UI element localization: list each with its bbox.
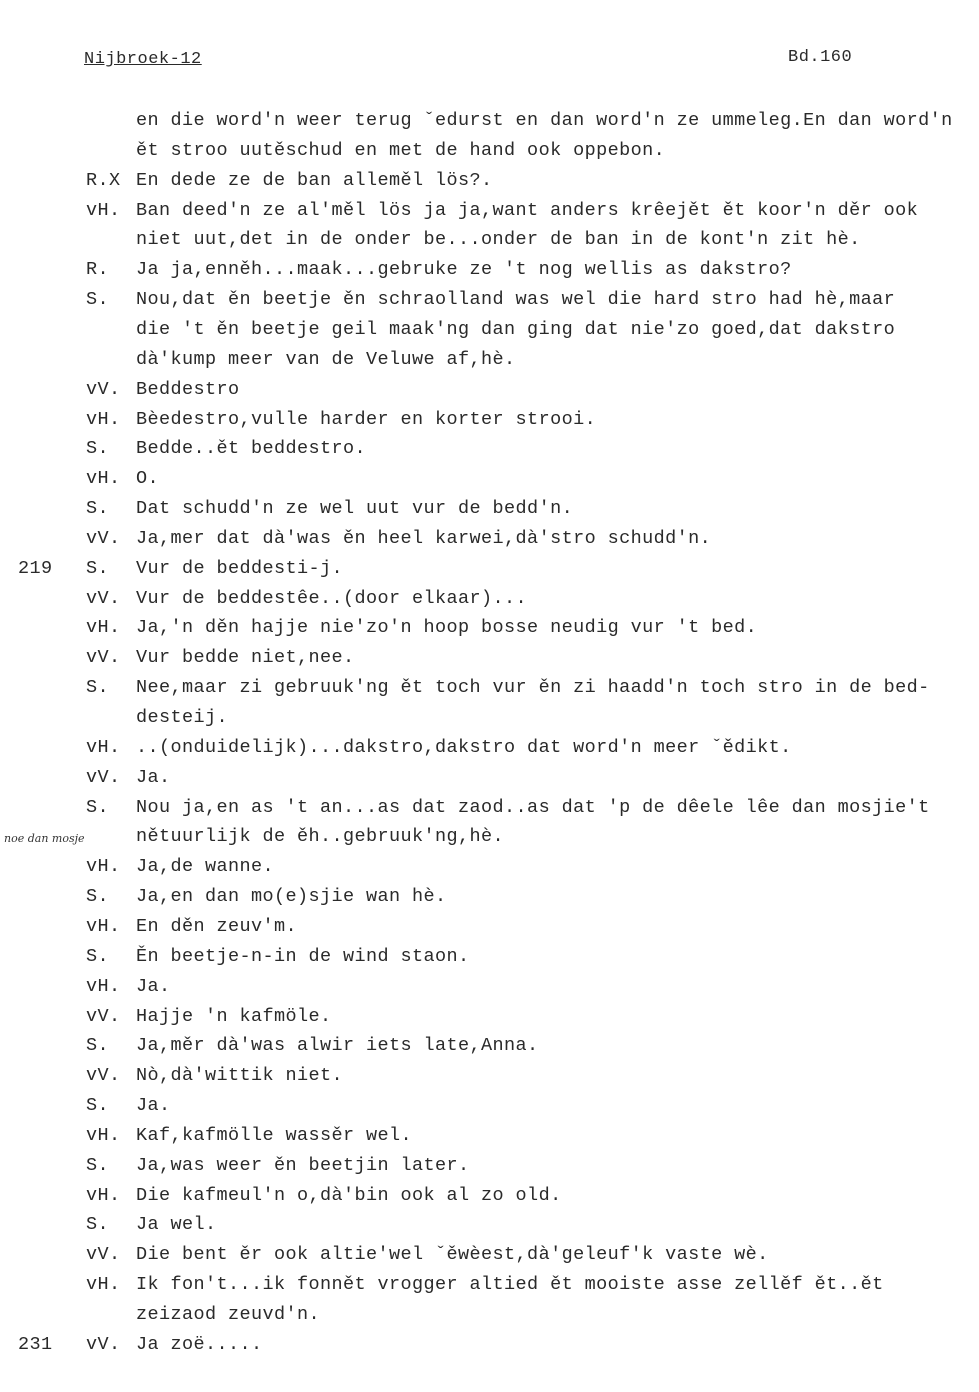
transcript-line <box>0 707 979 729</box>
speaker-label: vH. <box>86 976 121 997</box>
utterance-text: desteij. <box>136 707 229 728</box>
utterance-text: Ja wel. <box>136 1214 217 1235</box>
transcript-line <box>0 409 979 431</box>
transcript-line <box>0 289 979 311</box>
utterance-text: Vur bedde niet,nee. <box>136 647 355 668</box>
speaker-label: S. <box>86 886 110 907</box>
transcript-line <box>0 319 979 341</box>
transcript-line <box>0 259 979 281</box>
utterance-text: zeizaod zeuvd'n. <box>136 1304 321 1325</box>
transcript-line <box>0 1125 979 1147</box>
utterance-text: Kaf,kafmölle wassěr wel. <box>136 1125 413 1146</box>
utterance-text: ět stroo uutěschud en met de hand ook oppebon. <box>136 140 666 161</box>
transcript-line <box>0 1155 979 1177</box>
speaker-label: vV. <box>86 767 121 788</box>
transcript-line <box>0 1304 979 1326</box>
speaker-label: S. <box>86 498 110 519</box>
transcript-line <box>0 379 979 401</box>
speaker-label: vH. <box>86 1125 121 1146</box>
transcript-line <box>0 1095 979 1117</box>
utterance-text: die 't ěn beetje geil maak'ng dan ging dat nie'zo goed,dat dakstro <box>136 319 896 340</box>
speaker-label: vH. <box>86 409 121 430</box>
speaker-label: vV. <box>86 647 121 668</box>
utterance-text: Ja,de wanne. <box>136 856 275 877</box>
speaker-label: S. <box>86 289 110 310</box>
utterance-text: Ja,'n děn hajje nie'zo'n hoop bosse neudig vur 't bed. <box>136 617 758 638</box>
utterance-text: En děn zeuv'm. <box>136 916 298 937</box>
transcript-line <box>0 438 979 460</box>
speaker-label: S. <box>86 946 110 967</box>
utterance-text: Hajje 'n kafmöle. <box>136 1006 332 1027</box>
speaker-label: S. <box>86 438 110 459</box>
speaker-label: S. <box>86 1095 110 1116</box>
speaker-label: S. <box>86 1214 110 1235</box>
utterance-text: Bedde..ět beddestro. <box>136 438 367 459</box>
transcript-line <box>0 617 979 639</box>
utterance-text: Vur de beddesti-j. <box>136 558 344 579</box>
transcript-line <box>0 916 979 938</box>
utterance-text: Ja ja,enněh...maak...gebruke ze 't nog wellis as dakstro? <box>136 259 792 280</box>
margin-annotation: noe dan mosje <box>4 832 85 845</box>
speaker-label: S. <box>86 558 110 579</box>
transcript-line <box>0 528 979 550</box>
speaker-label: vH. <box>86 1274 121 1295</box>
transcript-line <box>0 1185 979 1207</box>
transcript-line <box>0 886 979 908</box>
speaker-label: vH. <box>86 617 121 638</box>
transcript-line <box>0 229 979 251</box>
utterance-text: Bèedestro,vulle harder en korter strooi. <box>136 409 597 430</box>
speaker-label: vV. <box>86 588 121 609</box>
document-id: Nijbroek-12 <box>84 50 202 69</box>
utterance-text: Nou,dat ěn beetje ěn schraolland was wel die hard stro had hè,maar <box>136 289 896 310</box>
line-number: 231 <box>18 1334 53 1355</box>
transcript-line <box>0 588 979 610</box>
utterance-text: Ja,was weer ěn beetjin later. <box>136 1155 470 1176</box>
speaker-label: vH. <box>86 200 121 221</box>
speaker-label: vH. <box>86 916 121 937</box>
utterance-text: niet uut,det in de onder be...onder de ban in de kont'n zit hè. <box>136 229 861 250</box>
transcript-line <box>0 110 979 132</box>
speaker-label: vV. <box>86 379 121 400</box>
utterance-text: Ik fon't...ik fonnět vrogger altied ět mooiste asse zellěf ět..ět <box>136 1274 884 1295</box>
speaker-label: vV. <box>86 1334 121 1355</box>
transcript-line <box>0 140 979 162</box>
transcript-line <box>0 1334 979 1356</box>
transcript-line <box>0 1274 979 1296</box>
speaker-label: vH. <box>86 1185 121 1206</box>
transcript-line <box>0 856 979 878</box>
utterance-text: Vur de beddestêe..(door elkaar)... <box>136 588 528 609</box>
utterance-text: Beddestro <box>136 379 240 400</box>
utterance-text: Ja,mer dat dà'was ěn heel karwei,dà'stro schudd'n. <box>136 528 712 549</box>
utterance-text: Ja. <box>136 976 171 997</box>
transcript-line <box>0 826 979 848</box>
speaker-label: R.X <box>86 170 121 191</box>
page-number: Bd.160 <box>788 48 853 67</box>
utterance-text: O. <box>136 468 160 489</box>
transcript-line <box>0 1035 979 1057</box>
utterance-text: nětuurlijk de ěh..gebruuk'ng,hè. <box>136 826 505 847</box>
utterance-text: Ja. <box>136 767 171 788</box>
utterance-text: En dede ze de ban alleměl lös?. <box>136 170 493 191</box>
transcript-line <box>0 558 979 580</box>
transcript-line <box>0 1244 979 1266</box>
speaker-label: S. <box>86 677 110 698</box>
transcript-line <box>0 976 979 998</box>
utterance-text: Ja,měr dà'was alwir iets late,Anna. <box>136 1035 539 1056</box>
utterance-text: Nee,maar zi gebruuk'ng ět toch vur ěn zi haadd'n toch stro in de bed- <box>136 677 930 698</box>
utterance-text: Ja zoë..... <box>136 1334 263 1355</box>
transcript-line <box>0 797 979 819</box>
speaker-label: vV. <box>86 1006 121 1027</box>
speaker-label: vV. <box>86 1065 121 1086</box>
transcript-line <box>0 170 979 192</box>
transcript-line <box>0 946 979 968</box>
transcript-line <box>0 1065 979 1087</box>
speaker-label: vV. <box>86 1244 121 1265</box>
transcript-line <box>0 1006 979 1028</box>
utterance-text: Ěn beetje-n-in de wind staon. <box>136 946 470 967</box>
utterance-text: en die word'n weer terug ˇedurst en dan word'n ze ummeleg.En dan word'n <box>136 110 953 131</box>
utterance-text: ..(onduidelijk)...dakstro,dakstro dat word'n meer ˇědikt. <box>136 737 792 758</box>
utterance-text: dà'kump meer van de Veluwe af,hè. <box>136 349 516 370</box>
transcript-line <box>0 767 979 789</box>
transcript-line <box>0 1214 979 1236</box>
speaker-label: S. <box>86 797 110 818</box>
transcript-line <box>0 647 979 669</box>
transcript-line <box>0 200 979 222</box>
utterance-text: Die kafmeul'n o,dà'bin ook al zo old. <box>136 1185 562 1206</box>
speaker-label: R. <box>86 259 110 280</box>
transcript-line <box>0 498 979 520</box>
speaker-label: vH. <box>86 468 121 489</box>
speaker-label: S. <box>86 1155 110 1176</box>
transcript-line <box>0 468 979 490</box>
transcript-line <box>0 677 979 699</box>
transcript-line <box>0 349 979 371</box>
transcript-line <box>0 737 979 759</box>
utterance-text: Dat schudd'n ze wel uut vur de bedd'n. <box>136 498 574 519</box>
utterance-text: Nou ja,en as 't an...as dat zaod..as dat 'p de dêele lêe dan mosjie't <box>136 797 930 818</box>
speaker-label: vV. <box>86 528 121 549</box>
utterance-text: Ja. <box>136 1095 171 1116</box>
utterance-text: Ban deed'n ze al'měl lös ja ja,want anders krêejět ět koor'n děr ook <box>136 200 919 221</box>
utterance-text: Nò,dà'wittik niet. <box>136 1065 344 1086</box>
speaker-label: vH. <box>86 856 121 877</box>
speaker-label: vH. <box>86 737 121 758</box>
utterance-text: Die bent ěr ook altie'wel ˇěwèest,dà'geleuf'k vaste wè. <box>136 1244 769 1265</box>
line-number: 219 <box>18 558 53 579</box>
utterance-text: Ja,en dan mo(e)sjie wan hè. <box>136 886 447 907</box>
speaker-label: S. <box>86 1035 110 1056</box>
